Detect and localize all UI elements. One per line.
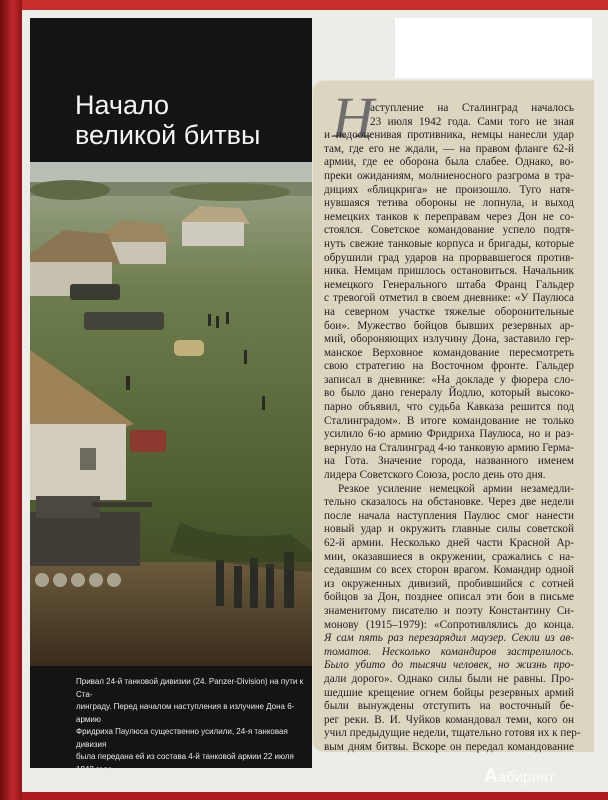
article-line: бои». Мужество бойцов бывших резервных ар- (324, 319, 574, 332)
article-line: с тревогой отметил в своем дневнике: «У Паулюса (324, 292, 574, 305)
article-line: дали дорого». Однако силы были не равны. Про- (324, 672, 574, 685)
article-line: на Гота. Значение города, названного именем (324, 455, 574, 468)
book-cover-top-edge (0, 0, 608, 10)
watermark-text: абиринт (497, 769, 555, 786)
caption-line: Фридриха Паулюса существенно усилили, 24-я танковая дивизия (76, 727, 288, 749)
article-line: аступление на Сталинград началось (370, 102, 574, 114)
page-margin-white (395, 18, 592, 78)
article-line: седавшим со всех сторон врагом. Командир одной (324, 564, 574, 577)
caption-line: линграду. Перед началом наступления в излучине Дона 6-армию (76, 702, 295, 724)
article-line: знаменитому писателю и поэту Константину Си- (324, 604, 574, 617)
article-line: бойцов за Дон, позднее описал эти бои в письме (324, 591, 574, 604)
article-line: усилило 6-ю армию Фридриха Паулюса, но и раз- (324, 428, 574, 441)
article-line: во было дано генералу Йодлю, который высоко- (324, 387, 574, 400)
article-line: манское Верховное командование пересмотреть (324, 346, 574, 359)
article-line: из окруженных дивизий, пробившийся с сотней (324, 577, 574, 590)
caption-line: была передана ей из состава 4-й танковой армии 22 июля 1942 года (76, 752, 294, 774)
article-body (324, 102, 581, 755)
article-line: преки ожиданиям, молниеносного разгрома в тра- (324, 169, 574, 182)
book-cover-left-edge (0, 0, 22, 800)
article-line: шедшие крещение огнем бойцы резервных армий (324, 686, 574, 699)
article-line: мии, оказавшиеся в окружении, сражались с на- (324, 550, 574, 563)
page-title (75, 90, 260, 150)
article-line: на северном участке тяжелые оборонительные (324, 305, 574, 318)
page-title-line-2: великой битвы (75, 120, 261, 150)
article-line: Сталинградом». В итоге командование не только (324, 414, 574, 427)
article-line: там, где его не ждали, — на правом фланге 62-й (324, 142, 574, 155)
article-line: армии, где ее оборона была слабее. Однако, во- (324, 156, 574, 169)
article-line: нувшаяся тетива обороны не лопнула, и выход (324, 197, 574, 210)
article-line: 62-й армии. Несколько дней части Красной Ар- (324, 537, 574, 549)
page-title-line-1: Начало (75, 90, 170, 120)
article-line: 23 июля 1942 года. Сами того не зная (370, 115, 574, 128)
article-line: учил предыдущие недели, тщательно готовя их к пер- (324, 727, 581, 740)
article-line: записал в дневнике: «На докладе у фюрера сло- (324, 373, 574, 386)
caption-line: Привал 24-й танковой дивизии (24. Panzer-Division) на пути к Ста- (76, 677, 304, 699)
photo-caption (76, 676, 312, 776)
article-line: свою стратегию на Восточном фронте. Гальдер (324, 360, 574, 373)
article-line: тельно сказалось на обстановке. Через две недели (324, 496, 574, 509)
article-line: новый удар и окружить главные силы советской (324, 523, 574, 536)
article-line: нуть свежие танковые корпуса и бригады, которые (324, 237, 574, 250)
article-line: были вынуждены отступить на восточный бе- (324, 700, 574, 713)
article-line: стоялся. Советское командование успело подтя- (324, 224, 574, 237)
vehicle-red (130, 430, 166, 452)
article-line: Было убито до тысячи человек, но жизнь про- (324, 659, 574, 672)
car-shape (174, 340, 204, 356)
article-line: после начала наступления Паулюс смог нанести (324, 509, 574, 522)
dropcap-letter: Н (332, 85, 374, 150)
article-line: дициях «блицкрига» не произошло. Туго натя- (324, 183, 574, 196)
article-line: мий, обороняющих излучину Дона, заставило гер- (324, 333, 574, 346)
halftrack-shape (84, 312, 164, 330)
article-line: обрушили град ударов на прорвавшегося против- (324, 251, 574, 264)
watermark-logo-icon: A (484, 766, 498, 787)
article-line: парно объявил, что судьба Кавказа решится под (324, 401, 574, 414)
article-line: немецких танков к переправам через Дон не со- (324, 210, 574, 223)
article-line: лидера Советского Союза, росло день ото дня. (324, 469, 546, 482)
truck-shape (70, 284, 120, 300)
article-line: вым дням битвы. Вскоре он передал командование (324, 740, 574, 753)
tank-column-village-photo (30, 162, 312, 666)
labirint-watermark (484, 766, 555, 788)
article-line: и недооценивая противника, немцы нанесли удар (324, 129, 574, 142)
article-line: немецкого Генерального штаба Франц Гальдер (324, 278, 574, 291)
article-line: рег реки. В. И. Чуйков командовал теми, кого он (324, 713, 574, 726)
article-line: Резкое усиление немецкой армии незамедли- (338, 482, 574, 495)
article-line: вернуло на Сталинград 4-ю танковую армию Герма- (324, 441, 574, 454)
article-line: ника. Немцам пришлось остановиться. Начальник (324, 265, 574, 278)
article-line: томатов. Несколько командиров застрелилось. (324, 645, 574, 658)
article-line: Я сам пять раз перезарядил маузер. Секли из ав- (324, 632, 574, 645)
article-line: монову (1915–1979): «Сопротивлялись до конца. (324, 618, 574, 631)
